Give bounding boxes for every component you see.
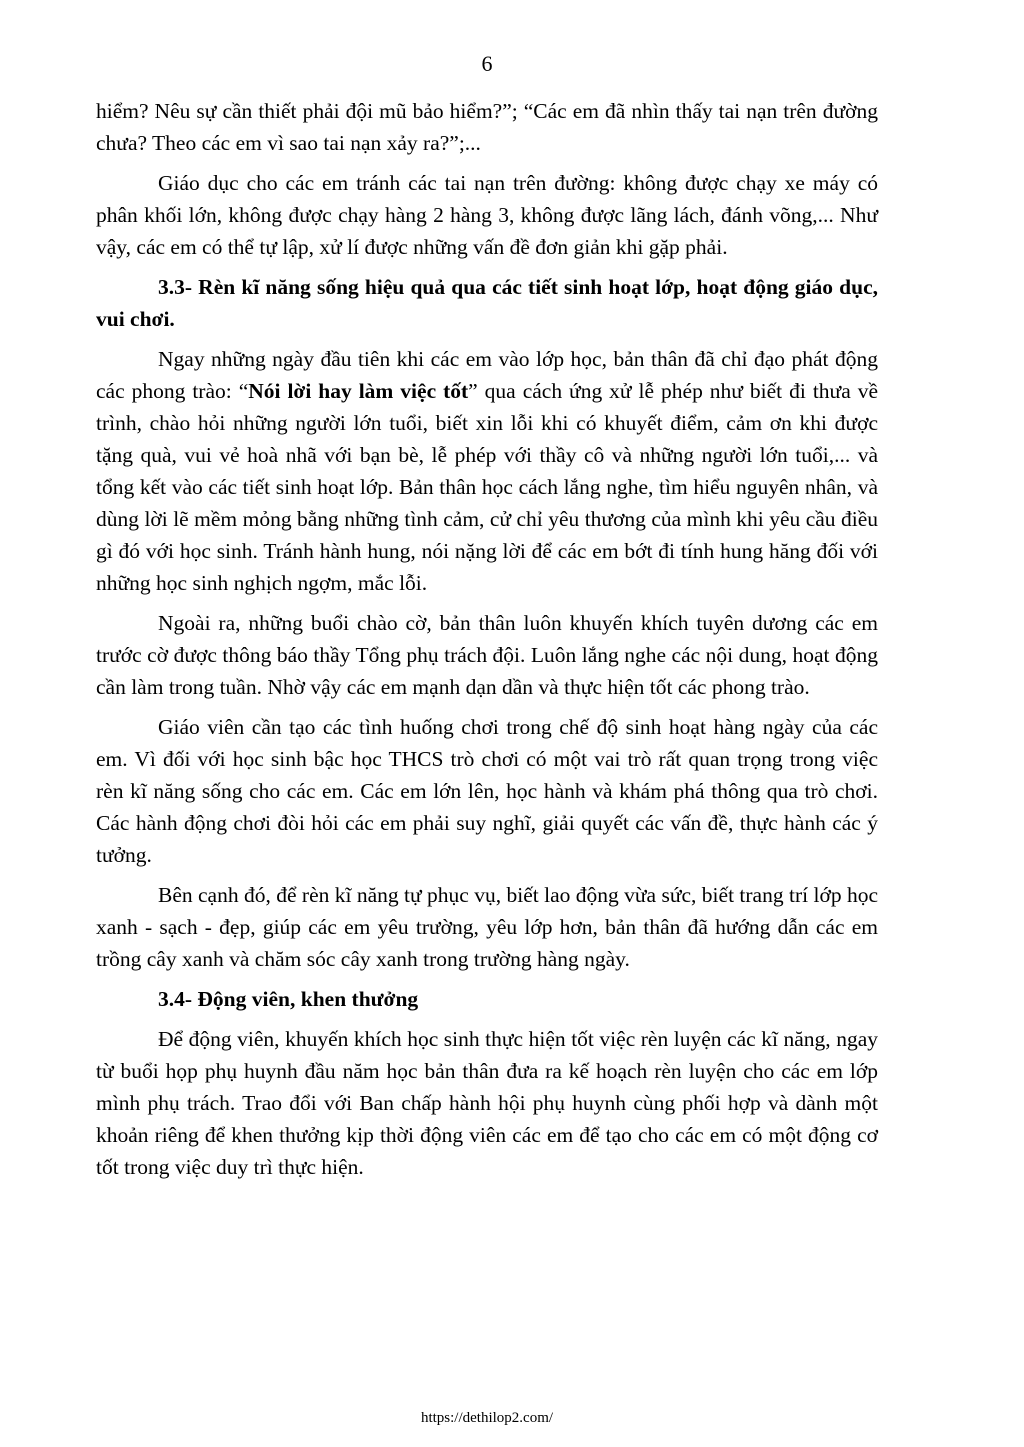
paragraph-3-3-1 xyxy=(96,343,878,599)
paragraph-3-3-2: Ngoài ra, những buổi chào cờ, bản thân luôn khuyến khích tuyên dương các em trước cờ được thông báo thầy Tổng phụ trách đội. Luôn lắng nghe các nội dung, hoạt động cần làm trong tuần. Nhờ vậy các em mạnh dạn dần và thực hiện tốt các phong trào. xyxy=(96,611,878,699)
paragraph-continuation: hiểm? Nêu sự cần thiết phải đội mũ bảo hiểm?”; “Các em đã nhìn thấy tai nạn trên đường chưa? Theo các em vì sao tai nạn xảy ra?”;... xyxy=(96,99,878,155)
section-heading-3-3: 3.3- Rèn kĩ năng sống hiệu quả qua các tiết sinh hoạt lớp, hoạt động giáo dục, vui chơi. xyxy=(96,275,878,331)
document-body xyxy=(96,95,878,1191)
paragraph-3-3-1-after: ” qua cách ứng xử lễ phép như biết đi thưa về trình, chào hỏi những người lớn tuổi, biết xin lỗi khi có khuyết điểm, cảm ơn khi được tặng quà, vui vẻ hoà nhã với bạn bè, lễ phép với thầy cô và những người lớn tuổi,... và tổng kết vào các tiết sinh hoạt lớp. Bản thân học cách lắng nghe, tìm hiểu nguyên nhân, và dùng lời lẽ mềm mỏng bằng những tình cảm, cử chỉ yêu thương của mình khi yêu cầu điều gì đó với học sinh. Tránh hành hung, nói nặng lời để các em bớt đi tính hung hăng đối với những học sinh nghịch ngợm, mắc lỗi. xyxy=(96,379,879,595)
paragraph-3-3-3: Giáo viên cần tạo các tình huống chơi trong chế độ sinh hoạt hàng ngày của các em. Vì đối với học sinh bậc học THCS trò chơi có một vai trò rất quan trọng trong việc rèn kĩ năng sống cho các em. Các em lớn lên, học hành và khám phá thông qua trò chơi. Các hành động chơi đòi hỏi các em phải suy nghĩ, giải quyết các vấn đề, thực hành các ý tưởng. xyxy=(96,715,878,867)
paragraph-3-3-4: Bên cạnh đó, để rèn kĩ năng tự phục vụ, biết lao động vừa sức, biết trang trí lớp học xanh - sạch - đẹp, giúp các em yêu trường, yêu lớp hơn, bản thân đã hướng dẫn các em trồng cây xanh và chăm sóc cây xanh trong trường hàng ngày. xyxy=(96,883,878,971)
paragraph-3-4-1: Để động viên, khuyến khích học sinh thực hiện tốt việc rèn luyện các kĩ năng, ngay từ buổi họp phụ huynh đầu năm học bản thân đưa ra kế hoạch rèn luyện cho các em lớp mình phụ trách. Trao đổi với Ban chấp hành hội phụ huynh cùng phối hợp và dành một khoản riêng để khen thưởng kịp thời động viên các em để tạo cho các em có một động cơ tốt trong việc duy trì thực hiện. xyxy=(96,1027,878,1179)
page-number: 6 xyxy=(481,51,493,76)
paragraph-3-3-1-before: Ngay những ngày đầu tiên khi các em vào lớp học, bản thân đã chỉ đạo phát động các phong trào: “ xyxy=(96,347,878,403)
section-heading-3-4: 3.4- Động viên, khen thưởng xyxy=(158,987,419,1011)
paragraph-3-3-1-bold: Nói lời hay làm việc tốt xyxy=(248,379,469,403)
paragraph-traffic-safety: Giáo dục cho các em tránh các tai nạn trên đường: không được chạy xe máy có phân khối lớn, không được chạy hàng 2 hàng 3, không được lãng lách, đánh võng,... Như vậy, các em có thể tự lập, xử lí được những vấn đề đơn giản khi gặp phải. xyxy=(96,171,878,259)
footer-url: https://dethilop2.com/ xyxy=(420,1410,554,1426)
